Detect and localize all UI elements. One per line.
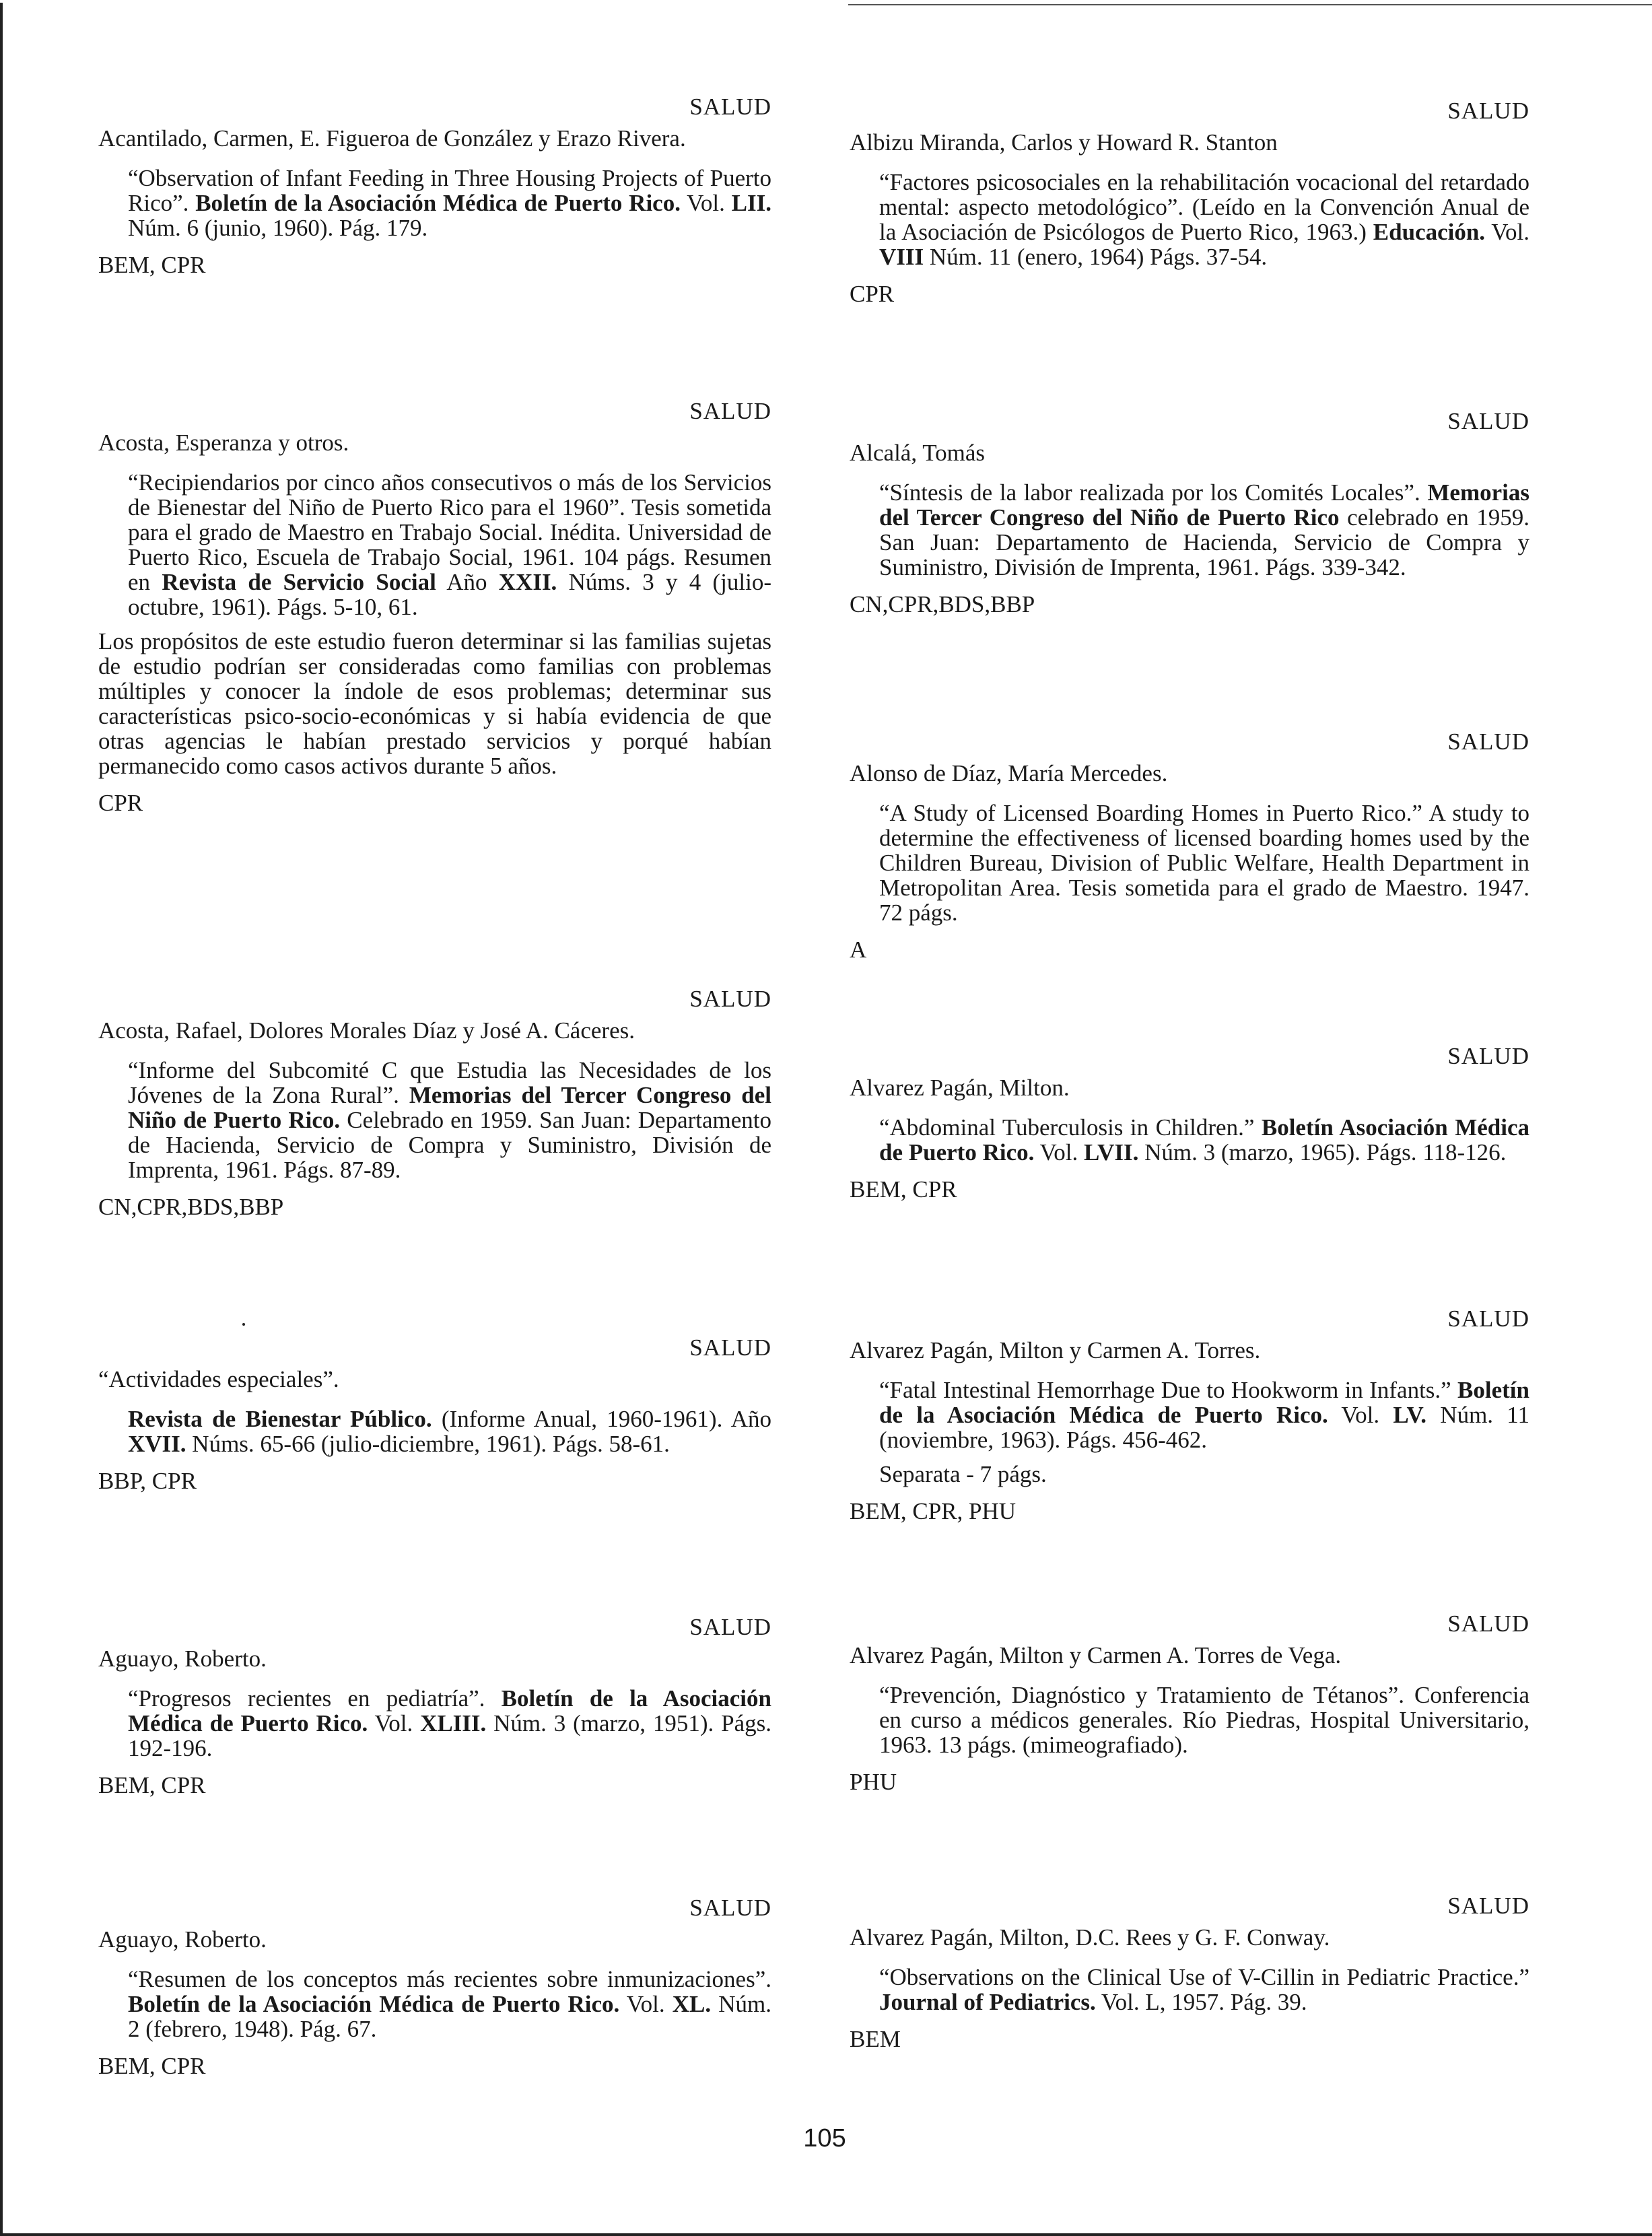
citation-bold-segment: LVII. bbox=[1083, 1139, 1139, 1165]
citation-segment: “Progresos recientes en pediatría”. bbox=[128, 1685, 502, 1712]
entry bbox=[98, 1615, 771, 1798]
citation-bold-segment: Journal of Pediatrics. bbox=[879, 1989, 1096, 2015]
entry-locations: CPR bbox=[850, 281, 895, 307]
subject-heading: SALUD bbox=[1447, 729, 1529, 755]
citation-segment: Vol. bbox=[619, 1991, 673, 2017]
entry-author: Alvarez Pagán, Milton y Carmen A. Torres de Vega. bbox=[850, 1642, 1342, 1668]
subject-heading: SALUD bbox=[689, 986, 771, 1012]
entry bbox=[850, 409, 1529, 617]
citation-segment: “Observations on the Clinical Use of V-Cillin in Pediatric Practice.” bbox=[879, 1964, 1529, 1990]
citation-segment: Núm. 3 (marzo, 1965). Págs. 118-126. bbox=[1138, 1139, 1507, 1165]
entry-author: Alvarez Pagán, Milton y Carmen A. Torres. bbox=[850, 1337, 1261, 1363]
citation-segment: (Informe Anual, 1960-1961). Año bbox=[432, 1406, 772, 1432]
entry bbox=[98, 1895, 771, 2078]
subject-heading: SALUD bbox=[689, 1334, 771, 1361]
entry-author: Alcalá, Tomás bbox=[850, 440, 986, 466]
page-number: 105 bbox=[803, 2124, 846, 2153]
citation-segment: “Abdominal Tuberculosis in Children.” bbox=[879, 1114, 1262, 1141]
entry bbox=[98, 399, 771, 815]
citation-segment: Núms. 65-66 (julio-diciembre, 1961). Págs. 58-61. bbox=[186, 1431, 670, 1457]
entry bbox=[850, 1893, 1529, 2052]
entry-citation bbox=[879, 801, 1529, 925]
citation-segment: Vol. bbox=[680, 190, 732, 216]
citation-bold-segment: LV. bbox=[1393, 1402, 1427, 1428]
citation-bold-segment: Revista de Servicio Social bbox=[162, 569, 436, 595]
citation-segment: Año bbox=[436, 569, 499, 595]
subject-heading: SALUD bbox=[1447, 1043, 1529, 1069]
entry-author: Alvarez Pagán, Milton. bbox=[850, 1075, 1070, 1101]
subject-heading: SALUD bbox=[689, 94, 771, 120]
citation-bold-segment: Boletín de la Asociación Médica de Puerto Rico. bbox=[128, 1991, 620, 2017]
citation-segment: celebrado en 1959. San Juan: Departamento de Hacienda, Servicio de Compra y Suministro, División de Imprenta, 1961. Págs. 339-342. bbox=[879, 504, 1529, 580]
citation-segment: Núm. 3 (marzo, 1951). Págs. 192-196. bbox=[128, 1710, 771, 1761]
citation-segment: Núm. 6 (junio, 1960). Pág. 179. bbox=[128, 215, 428, 241]
citation-bold-segment: VIII bbox=[879, 244, 924, 270]
subject-heading: SALUD bbox=[689, 398, 771, 424]
citation-segment: “A Study of Licensed Boarding Homes in Puerto Rico.” A study to determine the effectiveness of licensed boarding homes used by the Children Bureau, Division of Public Welfare, Health Department in Metropolitan Area. Tesis sometida para el grado de Maestro. 1947. 72 págs. bbox=[879, 800, 1529, 926]
citation-bold-segment: Boletín Asociación Médica de Puerto Rico. bbox=[879, 1114, 1529, 1165]
entry bbox=[98, 986, 771, 1219]
citation-segment: Vol. bbox=[1485, 219, 1529, 245]
citation-segment: Vol. bbox=[1328, 1402, 1393, 1428]
stray-dot bbox=[242, 1323, 245, 1326]
citation-bold-segment: Boletín de la Asociación Médica de Puerto Rico. bbox=[195, 190, 681, 216]
entry-author: Aguayo, Roberto. bbox=[98, 1926, 267, 1953]
citation-segment: “Fatal Intestinal Hemorrhage Due to Hookworm in Infants.” bbox=[879, 1377, 1458, 1403]
entry-citation bbox=[128, 1407, 771, 1456]
entry-author: Aguayo, Roberto. bbox=[98, 1646, 267, 1672]
citation-segment: Celebrado en 1959. San Juan: Departamento de Hacienda, Servicio de Compra y Suministro, División de Imprenta, 1961. Págs. 87-89. bbox=[128, 1107, 771, 1183]
citation-bold-segment: Memorias del Tercer Congreso del Niño de Puerto Rico bbox=[879, 479, 1529, 531]
entry-note: Separata - 7 págs. bbox=[879, 1461, 1047, 1487]
subject-heading: SALUD bbox=[1447, 1893, 1529, 1919]
citation-bold-segment: Memorias del Tercer Congreso del Niño de Puerto Rico. bbox=[128, 1082, 772, 1133]
citation-bold-segment: Boletín de la Asociación Médica de Puerto Rico. bbox=[879, 1377, 1529, 1428]
entry-locations: BBP, CPR bbox=[98, 1468, 197, 1494]
entry bbox=[850, 98, 1529, 306]
entry-locations: BEM, CPR bbox=[98, 1772, 206, 1798]
entry-locations: A bbox=[850, 937, 867, 963]
entry-citation bbox=[128, 470, 771, 619]
citation-segment: Núm. 2 (febrero, 1948). Pág. 67. bbox=[128, 1991, 771, 2042]
citation-segment: Vol. bbox=[1034, 1139, 1084, 1165]
entry-locations: PHU bbox=[850, 1769, 897, 1795]
entry-locations: CPR bbox=[98, 790, 143, 816]
entry-locations: CN,CPR,BDS,BBP bbox=[98, 1194, 284, 1220]
citation-segment: Vol. bbox=[368, 1710, 421, 1736]
entry-citation bbox=[128, 1686, 771, 1761]
citation-bold-segment: XLIII. bbox=[420, 1710, 487, 1736]
entry-locations: CN,CPR,BDS,BBP bbox=[850, 591, 1035, 617]
entry-author: Acosta, Esperanza y otros. bbox=[98, 430, 349, 456]
subject-heading: SALUD bbox=[1447, 408, 1529, 434]
citation-segment: “Síntesis de la labor realizada por los Comités Locales”. bbox=[879, 479, 1428, 506]
citation-segment: “Prevención, Diagnóstico y Tratamiento de Tétanos”. Conferencia en curso a médicos generales. Río Piedras, Hospital Universitario, 1963. 13 págs. (mimeografiado). bbox=[879, 1682, 1529, 1758]
entry bbox=[850, 1306, 1529, 1524]
citation-segment: Núms. 3 y 4 (julio-octubre, 1961). Págs. 5-10, 61. bbox=[128, 569, 771, 620]
entry-author: Alonso de Díaz, María Mercedes. bbox=[850, 760, 1168, 786]
entry-author: Albizu Miranda, Carlos y Howard R. Stanton bbox=[850, 129, 1278, 156]
entry-citation bbox=[128, 1058, 771, 1182]
citation-bold-segment: Boletín de la Asociación Médica de Puerto Rico. bbox=[128, 1685, 771, 1736]
entry-locations: BEM, CPR bbox=[98, 2053, 206, 2079]
citation-segment: Núm. 11 (noviembre, 1963). Págs. 456-462. bbox=[879, 1402, 1530, 1453]
citation-segment: “Factores psicosociales en la rehabilitación vocacional del retardado mental: aspecto metodológico”. (Leído en la Convención Anual de la Asociación de Psicólogos de Puerto Rico, 1963.) bbox=[879, 169, 1529, 245]
entry-locations: BEM bbox=[850, 2026, 901, 2052]
entry-citation bbox=[879, 1965, 1529, 2014]
citation-segment: Núm. 11 (enero, 1964) Págs. 37-54. bbox=[924, 244, 1268, 270]
subject-heading: SALUD bbox=[1447, 1306, 1529, 1332]
entry-author: Acantilado, Carmen, E. Figueroa de González y Erazo Rivera. bbox=[98, 125, 686, 151]
entry bbox=[98, 94, 771, 277]
entry-locations: BEM, CPR, PHU bbox=[850, 1498, 1017, 1524]
entry-author: Alvarez Pagán, Milton, D.C. Rees y G. F. Conway. bbox=[850, 1924, 1330, 1951]
entry-citation bbox=[879, 480, 1529, 580]
citation-segment: Vol. L, 1957. Pág. 39. bbox=[1095, 1989, 1307, 2015]
entry-citation bbox=[128, 166, 771, 240]
citation-bold-segment: LII. bbox=[731, 190, 771, 216]
entry-abstract: Los propósitos de este estudio fueron determinar si las familias sujetas de estudio podrían ser consideradas como familias con problemas múltiples y conocer la índole de esos problemas; determinar sus características psico-socio-económicas y si había evidencia de que otras agencias le habían prestado servicios y porqué habían permanecido como casos activos durante 5 años. bbox=[98, 628, 771, 779]
entry-author: “Actividades especiales”. bbox=[98, 1366, 339, 1392]
entry-citation bbox=[128, 1967, 771, 2041]
entry-citation bbox=[879, 170, 1529, 269]
entry-author: Acosta, Rafael, Dolores Morales Díaz y José A. Cáceres. bbox=[98, 1017, 635, 1044]
citation-bold-segment: XVII. bbox=[128, 1431, 186, 1457]
citation-segment: “Resumen de los conceptos más recientes sobre inmunizaciones”. bbox=[128, 1966, 771, 1992]
citation-bold-segment: Educación. bbox=[1373, 219, 1486, 245]
entry bbox=[850, 729, 1529, 962]
entry bbox=[98, 1335, 771, 1493]
entry-locations: BEM, CPR bbox=[850, 1176, 957, 1202]
citation-bold-segment: Revista de Bienestar Público. bbox=[128, 1406, 432, 1432]
citation-segment: “Observation of Infant Feeding in Three Housing Projects of Puerto Rico”. bbox=[128, 165, 771, 216]
entry bbox=[850, 1611, 1529, 1794]
subject-heading: SALUD bbox=[689, 1614, 771, 1640]
entry-citation bbox=[879, 1683, 1529, 1757]
entry-citation bbox=[879, 1378, 1529, 1452]
entry bbox=[850, 1044, 1529, 1202]
subject-heading: SALUD bbox=[1447, 98, 1529, 124]
subject-heading: SALUD bbox=[689, 1895, 771, 1921]
subject-heading: SALUD bbox=[1447, 1611, 1529, 1637]
entry-citation bbox=[879, 1115, 1529, 1165]
citation-bold-segment: XL. bbox=[672, 1991, 712, 2017]
citation-bold-segment: XXII. bbox=[498, 569, 557, 595]
entry-locations: BEM, CPR bbox=[98, 252, 206, 278]
citation-segment: “Informe del Subcomité C que Estudia las Necesidades de los Jóvenes de la Zona Rural”. bbox=[128, 1057, 771, 1108]
citation-segment: “Recipiendarios por cinco años consecutivos o más de los Servicios de Bienestar del Niño de Puerto Rico para el 1960”. Tesis sometida para el grado de Maestro en Trabajo Social. Inédita. Universidad de Puerto Rico, Escuela de Trabajo Social, 1961. 104 págs. Resumen en bbox=[128, 469, 771, 595]
